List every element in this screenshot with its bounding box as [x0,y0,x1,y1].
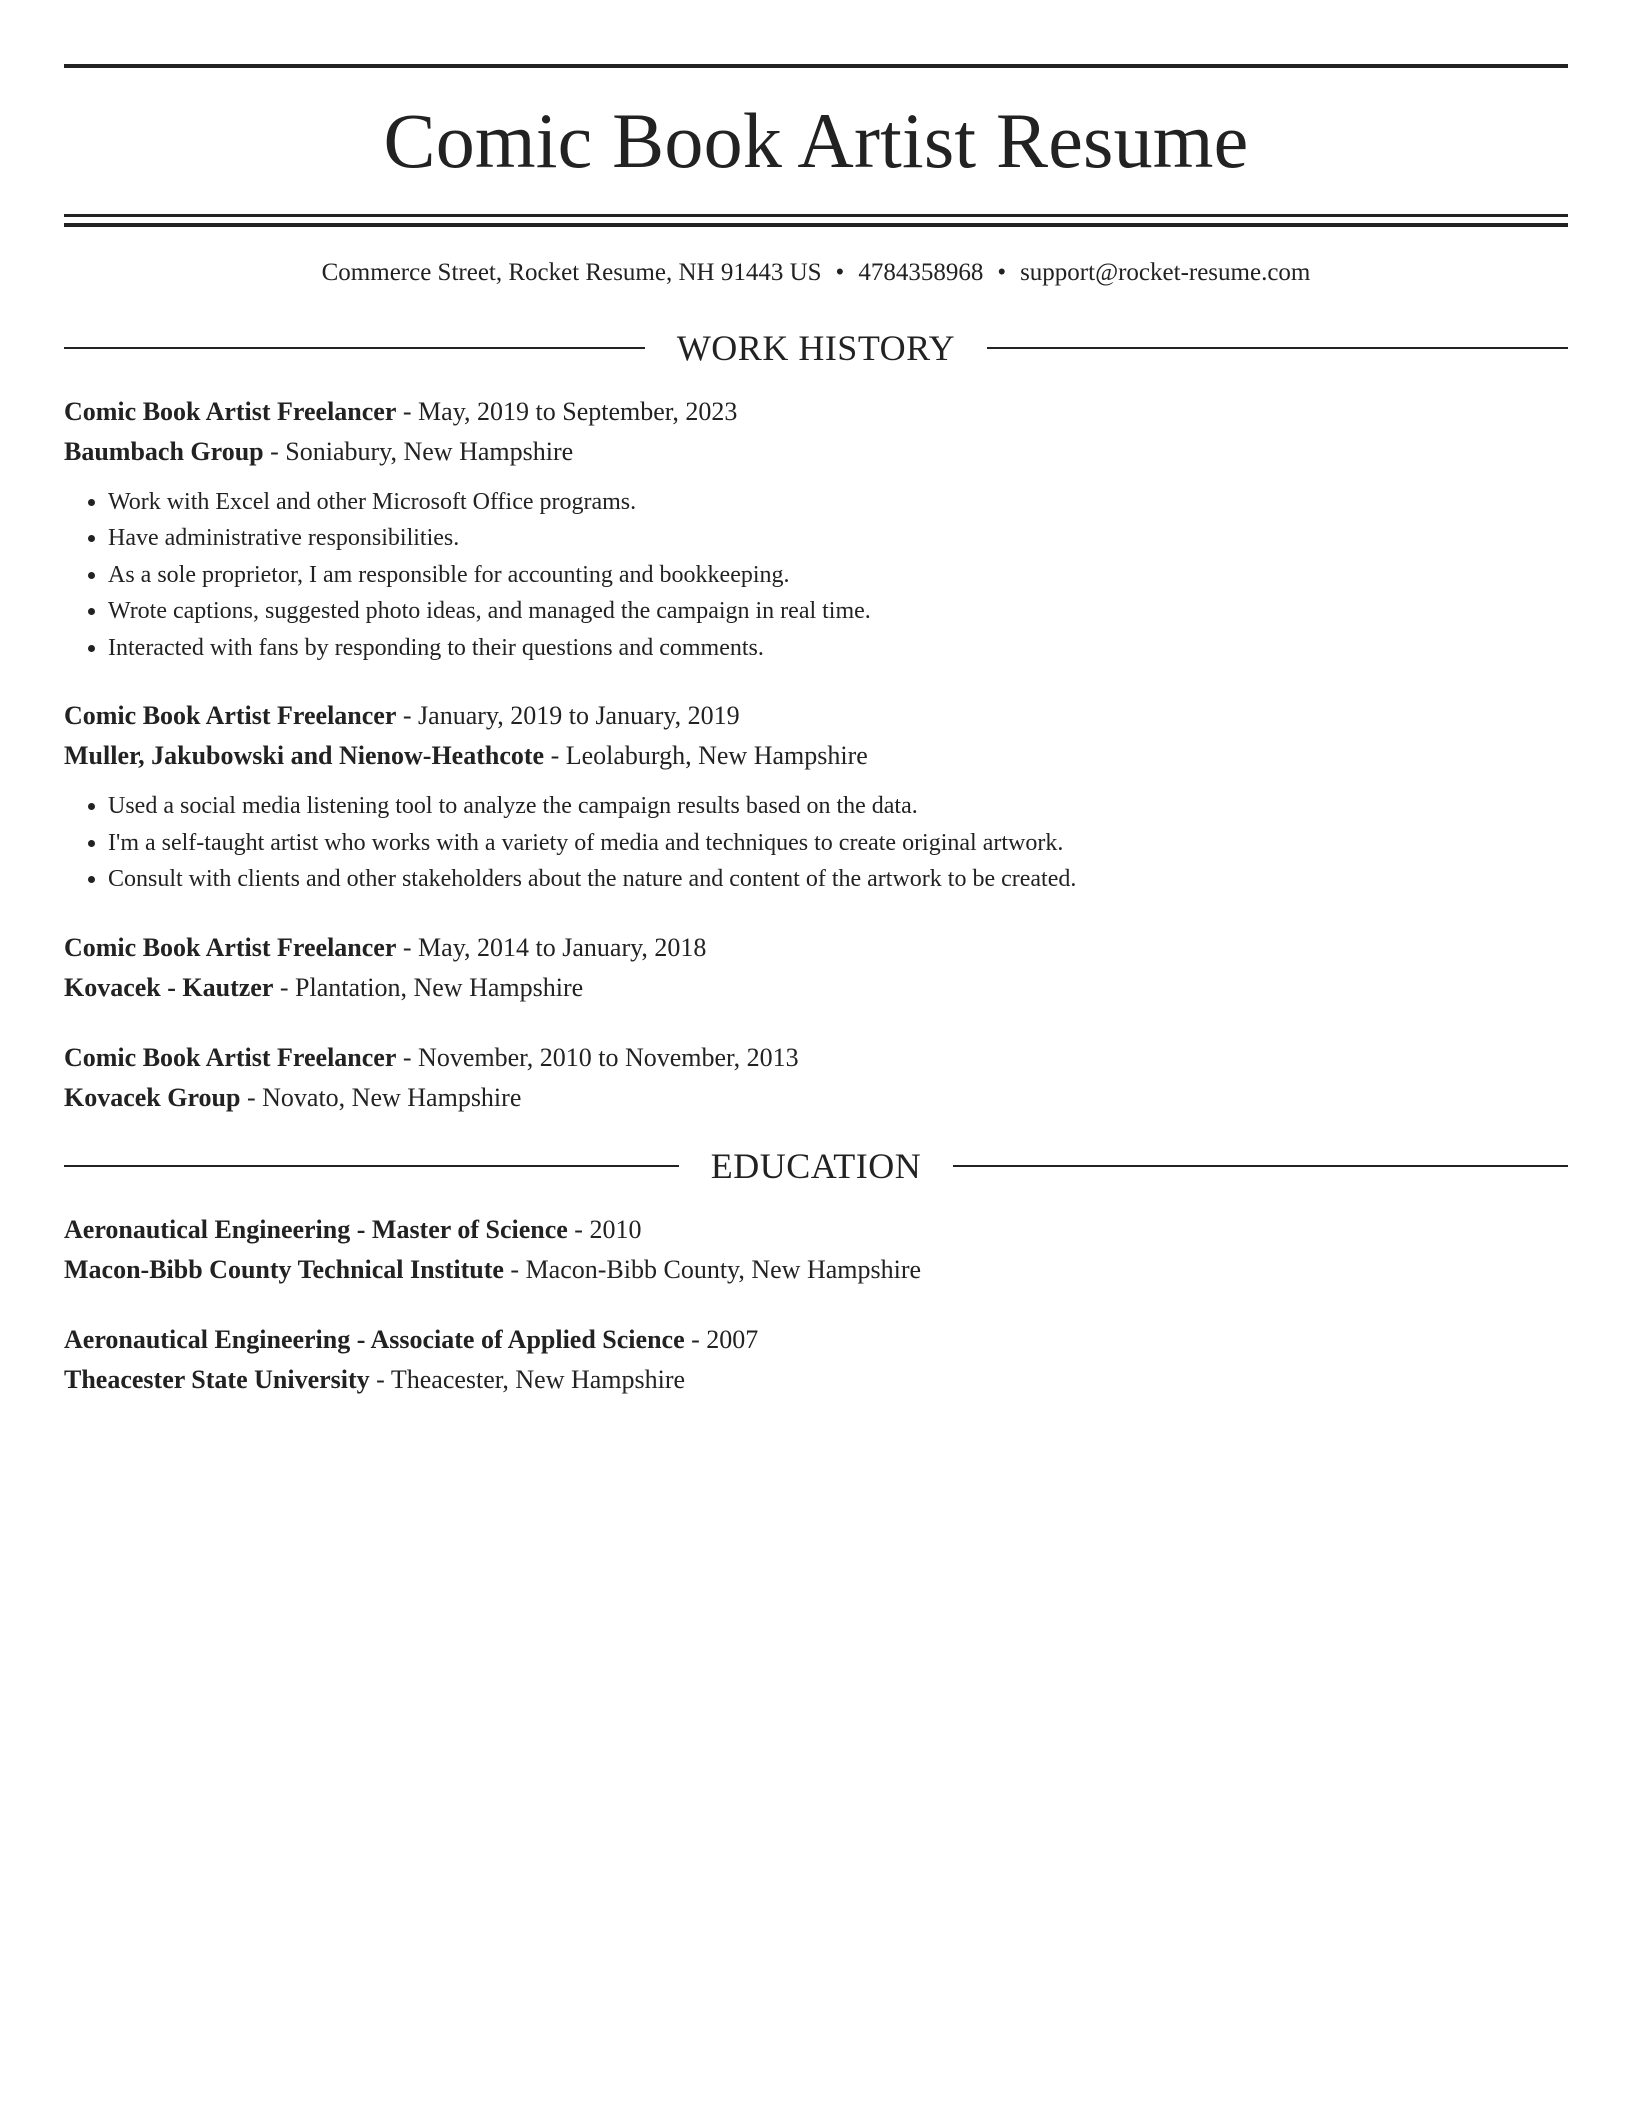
job-bullet: • Work with Excel and other Microsoft Office programs. [108,484,1568,521]
job-bullets [64,484,1568,667]
job-dates: - January, 2019 to January, 2019 [396,701,740,730]
job-title-line [64,696,1568,736]
job-role: Comic Book Artist Freelancer [64,932,397,962]
job-location: - Plantation, New Hampshire [273,972,584,1002]
job-company: Kovacek - Kautzer [64,972,274,1002]
education-heading [64,1145,1568,1186]
job-location: - Soniabury, New Hampshire [263,436,574,466]
job-bullet: • I'm a self-taught artist who works with a variety of media and techniques to create original artwork. [108,825,1568,862]
heading-rule-left [64,1165,679,1167]
education-entry-2 [64,1320,1568,1400]
job-company-line [64,1078,1568,1118]
work-entry-4 [64,1038,1568,1118]
job-bullet: • Have administrative responsibilities. [108,520,1568,557]
school-line [64,1360,1568,1400]
work-entry-3 [64,928,1568,1008]
job-dates: - May, 2019 to September, 2023 [396,396,738,426]
job-bullet: • Used a social media listening tool to analyze the campaign results based on the data. [108,788,1568,825]
work-history-title: WORK HISTORY [676,327,956,368]
job-location: - Leolaburgh, New Hampshire [544,741,868,770]
title-double-rule [64,214,1568,227]
job-location: - Novato, New Hampshire [240,1082,522,1112]
resume-page [64,64,1568,1430]
job-role: Comic Book Artist Freelancer [64,1042,397,1072]
job-company-line [64,968,1568,1008]
school-name: Theacester State University [64,1364,370,1394]
contact-phone: 4784358968 [858,259,984,286]
job-bullet: • As a sole proprietor, I am responsible for accounting and bookkeeping. [108,557,1568,594]
job-company-line [64,736,1568,776]
education-entry-1 [64,1210,1568,1290]
job-company-line [64,432,1568,472]
job-company: Muller, Jakubowski and Nienow-Heathcote [64,741,545,770]
school-name: Macon-Bibb County Technical Institute [64,1254,504,1284]
job-title-line [64,928,1568,968]
heading-rule-right [987,347,1568,349]
heading-rule-right [953,1165,1568,1167]
job-bullet: • Interacted with fans by responding to their questions and comments. [108,630,1568,667]
job-title-line [64,1038,1568,1078]
job-role: Comic Book Artist Freelancer [64,701,397,730]
school-location: - Macon-Bibb County, New Hampshire [503,1254,922,1284]
job-role: Comic Book Artist Freelancer [64,396,397,426]
contact-address: Commerce Street, Rocket Resume, NH 91443 US [321,259,822,286]
heading-rule-left [64,347,645,349]
job-bullet: • Wrote captions, suggested photo ideas, and managed the campaign in real time. [108,593,1568,630]
contact-separator: • [997,259,1007,286]
degree-name: Aeronautical Engineering - Associate of Applied Science [64,1324,685,1354]
degree-line [64,1320,1568,1360]
degree-year: - 2007 [684,1324,759,1354]
contact-email: support@rocket-resume.com [1020,259,1311,286]
degree-line [64,1210,1568,1250]
job-dates: - November, 2010 to November, 2013 [396,1042,799,1072]
job-bullet: • Consult with clients and other stakeholders about the nature and content of the artwork to be created. [108,861,1568,898]
contact-line [64,257,1568,290]
school-line [64,1250,1568,1290]
page-title: Comic Book Artist Resume [383,97,1249,184]
job-bullets [64,788,1568,898]
school-location: - Theacester, New Hampshire [369,1364,686,1394]
top-rule [64,64,1568,68]
contact-separator: • [835,259,845,286]
degree-name: Aeronautical Engineering - Master of Science [64,1214,568,1244]
work-entry-2 [64,696,1568,898]
job-dates: - May, 2014 to January, 2018 [396,932,707,962]
work-entry-1 [64,392,1568,667]
job-company: Kovacek Group [64,1082,241,1112]
education-title: EDUCATION [710,1145,922,1186]
degree-year: - 2010 [567,1214,642,1244]
work-history-heading [64,327,1568,368]
job-title-line [64,392,1568,432]
job-company: Baumbach Group [64,436,264,466]
